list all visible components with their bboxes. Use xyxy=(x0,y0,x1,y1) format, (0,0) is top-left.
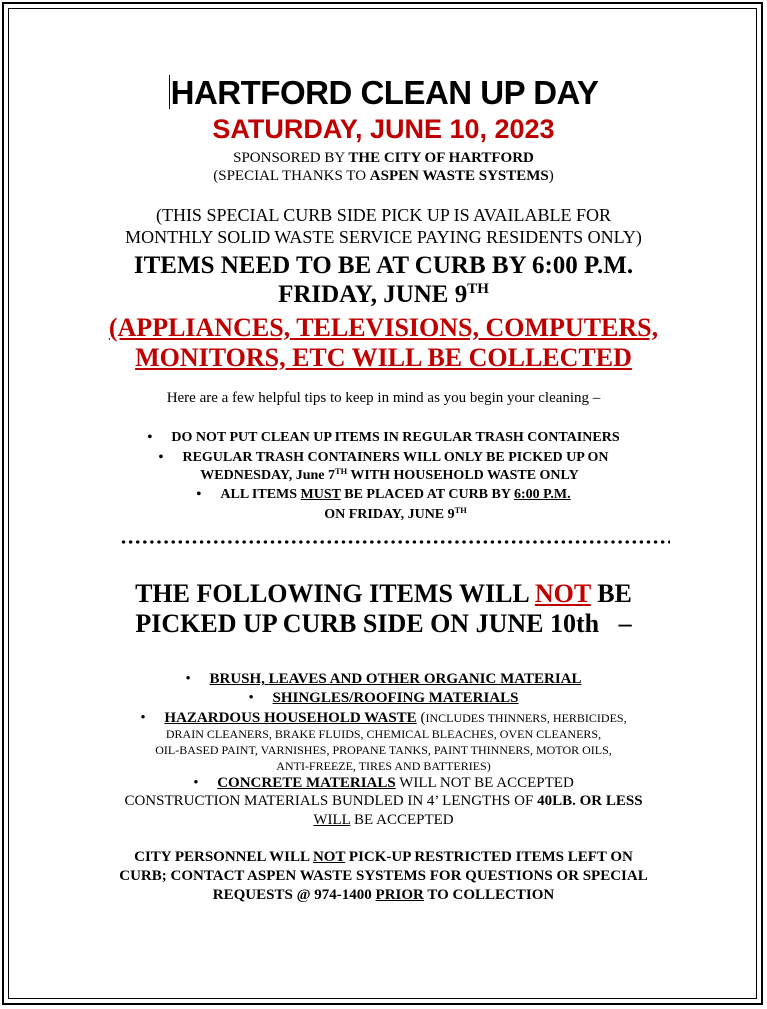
construction-accepted-line: WILL BE ACCEPTED xyxy=(313,812,454,828)
not-picked-heading-line-1: THE FOLLOWING ITEMS WILL NOT BE xyxy=(135,579,632,608)
thanks-line: (SPECIAL THANKS TO ASPEN WASTE SYSTEMS) xyxy=(213,168,554,184)
hazardous-details-line-4: ANTI-FREEZE, TIRES AND BATTERIES) xyxy=(276,759,491,773)
footer-line-2: CURB; CONTACT ASPEN WASTE SYSTEMS FOR QUESTIONS OR SPECIAL xyxy=(119,868,648,884)
eligibility-line-2: MONTHLY SOLID WASTE SERVICE PAYING RESIDENTS ONLY) xyxy=(125,227,642,247)
event-date: SATURDAY, JUNE 10, 2023 xyxy=(212,114,555,144)
not-picked-heading-line-2: PICKED UP CURB SIDE ON JUNE 10th – xyxy=(135,609,632,638)
dotted-divider xyxy=(120,539,670,545)
hazardous-details-line-2: DRAIN CLEANERS, BRAKE FLUIDS, CHEMICAL BLEACHES, OVEN CLEANERS, xyxy=(165,727,602,741)
page-title: HARTFORD CLEAN UP DAY xyxy=(170,74,599,111)
restricted-item: • SHINGLES/ROOFING MATERIALS xyxy=(248,690,519,706)
tip-item: • DO NOT PUT CLEAN UP ITEMS IN REGULAR TRASH CONTAINERS xyxy=(147,430,620,445)
tip-item-continued: ON FRIDAY, JUNE 9TH xyxy=(324,505,467,522)
collected-line-1: (APPLIANCES, TELEVISIONS, COMPUTERS, xyxy=(108,313,659,342)
deadline-line-2: FRIDAY, JUNE 9TH xyxy=(278,281,489,308)
construction-line: CONSTRUCTION MATERIALS BUNDLED IN 4’ LENGTHS OF 40LB. OR LESS xyxy=(124,793,643,809)
restricted-item: • BRUSH, LEAVES AND OTHER ORGANIC MATERIAL xyxy=(185,671,582,687)
collected-line-2: MONITORS, ETC WILL BE COLLECTED xyxy=(135,343,632,372)
eligibility-line-1: (THIS SPECIAL CURB SIDE PICK UP IS AVAILABLE FOR xyxy=(155,205,612,225)
tip-item: • REGULAR TRASH CONTAINERS WILL ONLY BE PICKED UP ON xyxy=(158,450,609,465)
tips-intro: Here are a few helpful tips to keep in mind as you begin your cleaning – xyxy=(166,390,601,406)
footer-line-3: REQUESTS @ 974-1400 PRIOR TO COLLECTION xyxy=(212,887,555,903)
tip-item: • ALL ITEMS MUST BE PLACED AT CURB BY 6:00 P.M. xyxy=(196,487,571,502)
hazardous-details-line-3: OIL-BASED PAINT, VARNISHES, PROPANE TANKS, PAINT THINNERS, MOTOR OILS, xyxy=(155,743,612,757)
restricted-item: • HAZARDOUS HOUSEHOLD WASTE (INCLUDES THINNERS, HERBICIDES, xyxy=(140,710,627,726)
restricted-item: • CONCRETE MATERIALS WILL NOT BE ACCEPTED xyxy=(193,775,574,791)
sponsor-line: SPONSORED BY THE CITY OF HARTFORD xyxy=(233,150,534,166)
footer-line-1: CITY PERSONNEL WILL NOT PICK-UP RESTRICTED ITEMS LEFT ON xyxy=(134,849,633,865)
tip-item-continued: WEDNESDAY, June 7TH WITH HOUSEHOLD WASTE ONLY xyxy=(200,466,579,483)
text-cursor xyxy=(169,75,170,109)
deadline-line-1: ITEMS NEED TO BE AT CURB BY 6:00 P.M. xyxy=(133,252,634,279)
